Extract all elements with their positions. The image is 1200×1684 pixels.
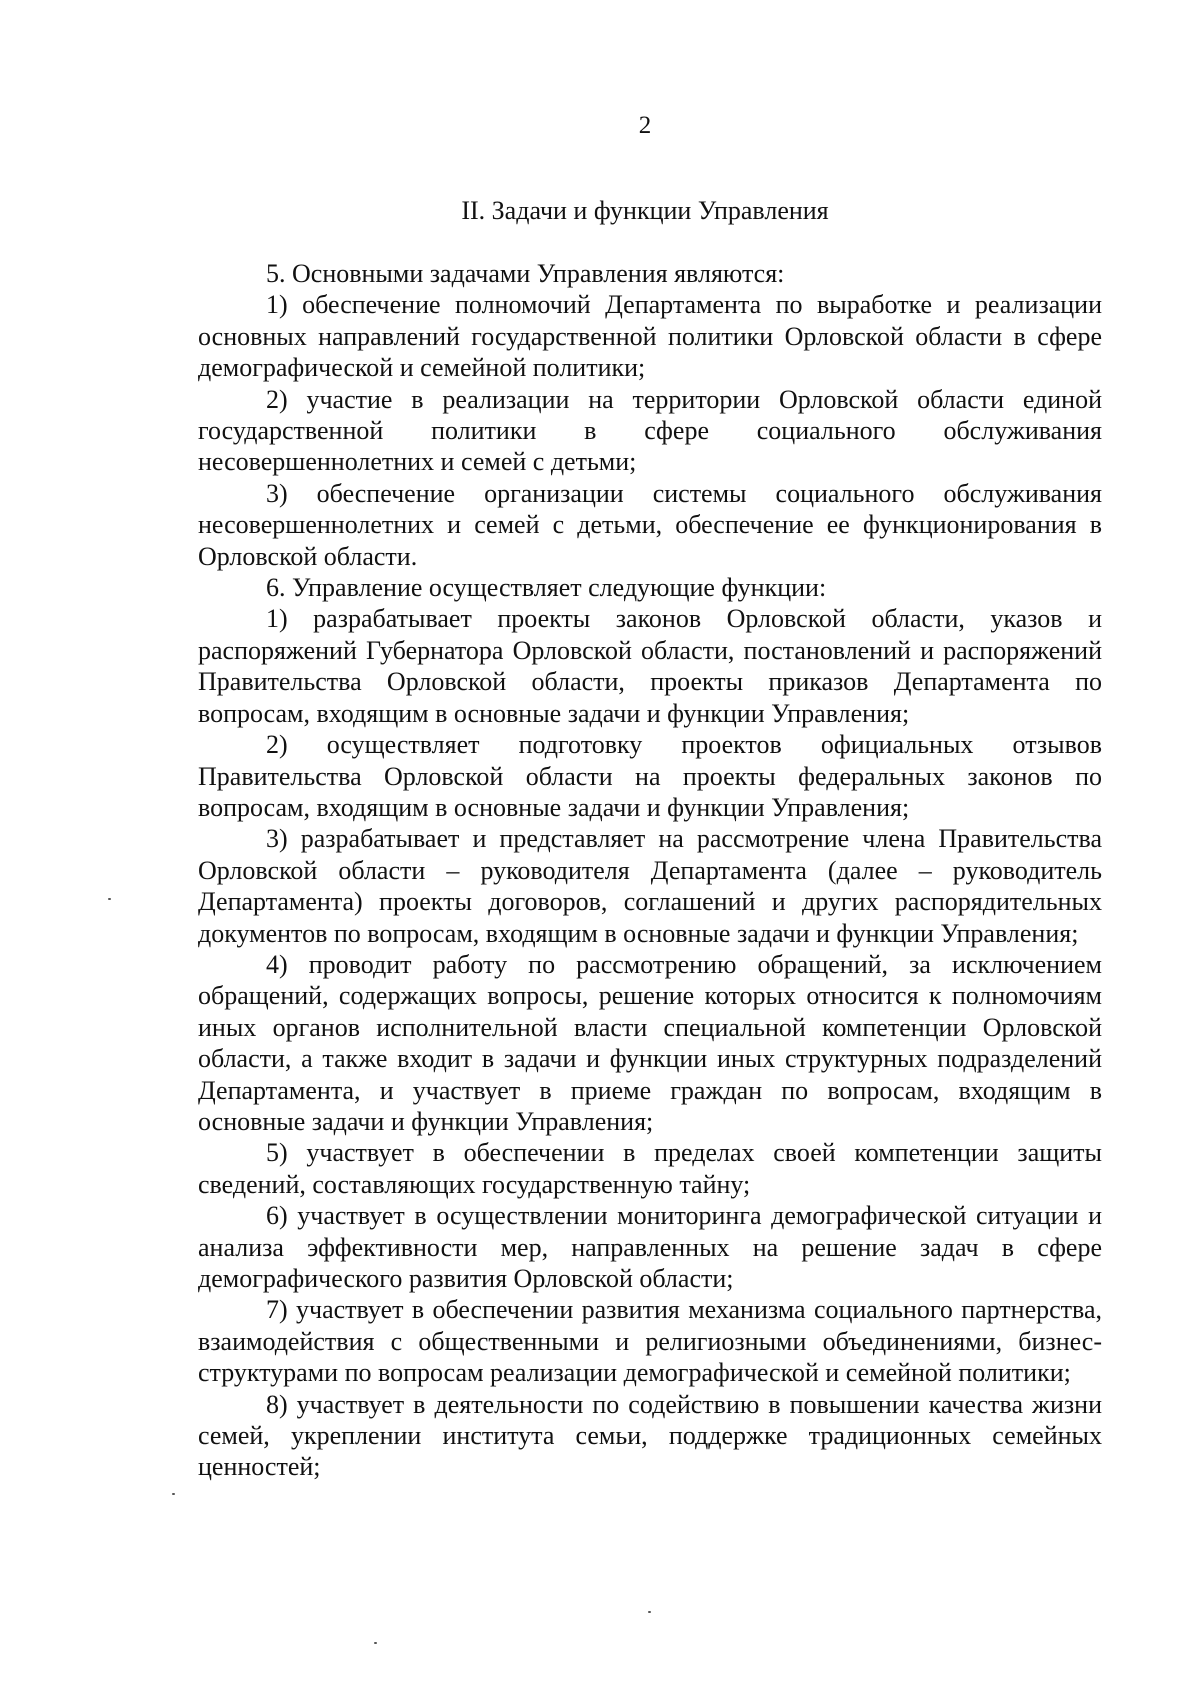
paragraph-5-item-3: 3) обеспечение организации системы социального обслуживания несовершеннолетних и семей с детьми, обеспечение ее функционирования в Орловской области. — [198, 478, 1102, 571]
paragraph-6-item-3: 3) разрабатывает и представляет на рассмотрение члена Правительства Орловской области – руководителя Департамента (далее – руководитель Департамента) проекты договоров, соглашений и других распорядительных документов по вопросам, входящим в основные задачи и функции Управления; — [198, 824, 1102, 948]
section-title: II. Задачи и функции Управления — [461, 196, 829, 225]
scan-speck — [374, 1642, 377, 1644]
scan-speck — [108, 898, 111, 900]
page-number: 2 — [638, 112, 652, 139]
paragraph-6-item-2: 2) осуществляет подготовку проектов официальных отзывов Правительства Орловской области на проекты федеральных законов по вопросам, входящим в основные задачи и функции Управления; — [198, 730, 1102, 822]
paragraph-5-item-2: 2) участие в реализации на территории Орловской области единой государственной политики в сфере социального обслуживания несовершеннолетних и семей с детьми; — [198, 384, 1102, 477]
paragraph-6-intro: 6. Управление осуществляет следующие функции: — [266, 573, 827, 603]
scan-speck — [172, 1493, 175, 1495]
document-body — [198, 258, 1102, 1483]
paragraph-6-item-6: 6) участвует в осуществлении мониторинга демографической ситуации и анализа эффективности мер, направленных на решение задач в сфере демографического развития Орловской области; — [198, 1201, 1102, 1293]
paragraph-5-item-1: 1) обеспечение полномочий Департамента по выработке и реализации основных направлений государственной политики Орловской области в сфере демографической и семейной политики; — [198, 290, 1102, 383]
paragraph-6-item-7: 7) участвует в обеспечении развития механизма социального партнерства, взаимодействия с общественными и религиозными объединениями, бизнес-структурами по вопросам реализации демографической и семейной политики; — [198, 1295, 1102, 1388]
paragraph-6-item-4: 4) проводит работу по рассмотрению обращений, за исключением обращений, содержащих вопросы, решение которых относится к полномочиям иных органов исполнительной власти специальной компетенции Орловской области, а также входит в задачи и функции иных структурных подразделений Департамента, и участвует в приеме граждан по вопросам, входящим в основные задачи и функции Управления; — [198, 949, 1102, 1136]
paragraph-6-item-1: 1) разрабатывает проекты законов Орловской области, указов и распоряжений Губернатора Орловской области, постановлений и распоряжений Правительства Орловской области, проекты приказов Департамента по вопросам, входящим в основные задачи и функции Управления; — [198, 604, 1102, 728]
scan-speck — [648, 1611, 651, 1613]
paragraph-5-intro: 5. Основными задачами Управления являются: — [266, 259, 785, 288]
paragraph-6-item-8: 8) участвует в деятельности по содействию в повышении качества жизни семей, укреплении института семьи, поддержке традиционных семейных ценностей; — [198, 1389, 1102, 1482]
paragraph-6-item-5: 5) участвует в обеспечении в пределах своей компетенции защиты сведений, составляющих государственную тайну; — [198, 1138, 1102, 1199]
